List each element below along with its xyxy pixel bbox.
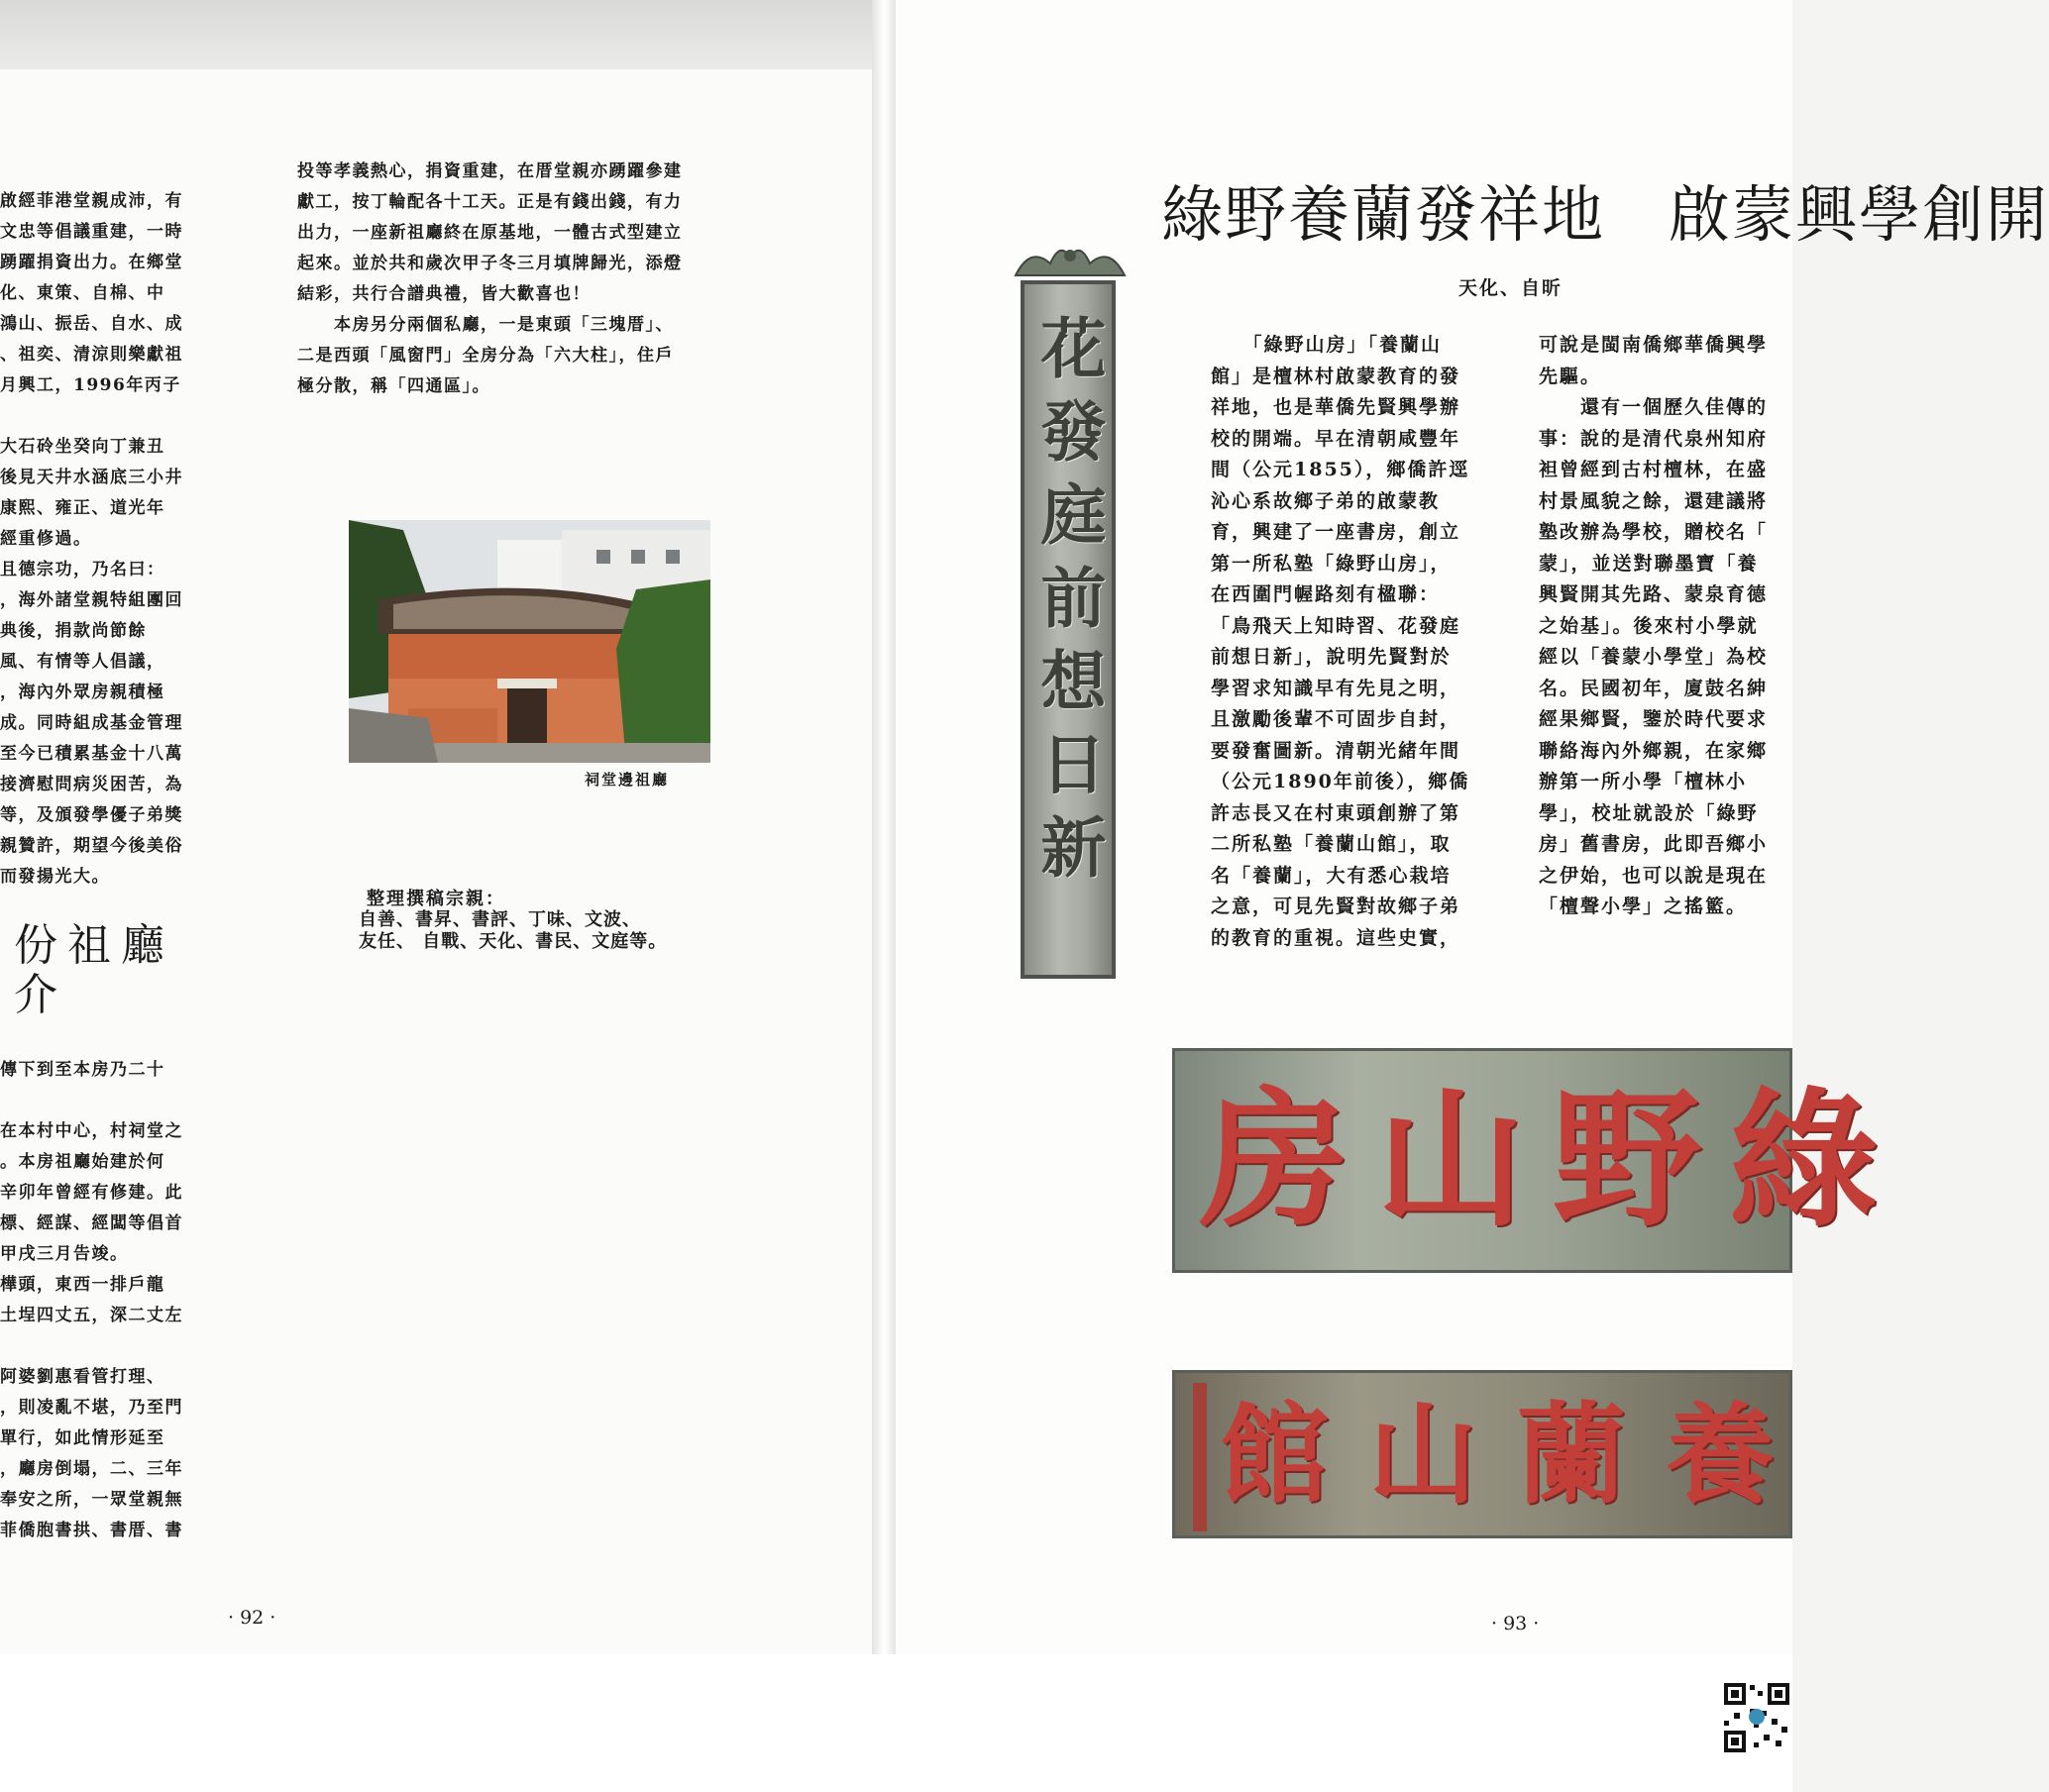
couplet-board-panel bbox=[1021, 280, 1116, 979]
left-col-b-line: 奉安之所，一眾堂親無 bbox=[0, 1490, 183, 1510]
credits-label: 整理撰稿宗親： bbox=[367, 889, 505, 909]
left-col-a-line: 後見天井水涵底三小井 bbox=[0, 468, 183, 487]
left-col-b-line: 辛卯年曾經有修建。此 bbox=[0, 1183, 183, 1203]
right-col-a-line: 前想日新」，說明先賢對於 bbox=[1211, 646, 1452, 668]
right-col-b-line: 之始基」。後來村小學就 bbox=[1539, 614, 1759, 637]
right-col-b-line: 經果鄉賢，鑒於時代要求 bbox=[1539, 708, 1769, 730]
right-col-a-line: 二所私塾「養蘭山館」，取 bbox=[1211, 833, 1452, 855]
left-col-a-line: ，海內外眾房親積極 bbox=[0, 683, 165, 702]
right-col-b-line: 還有一個歷久佳傳的 bbox=[1539, 396, 1769, 418]
right-col-a-line: 「綠野山房」「養蘭山 bbox=[1211, 334, 1443, 356]
mid-col-line: 出力，一座新祖廳終在原基地，一體古式型建立 bbox=[297, 223, 683, 243]
left-col-a-line: 且德宗功，乃名曰： bbox=[0, 560, 165, 580]
right-col-b-line: 事：說的是清代泉州知府 bbox=[1539, 427, 1769, 450]
qr-code-icon bbox=[1720, 1679, 1792, 1758]
mid-col-line: 二是西頭「風窗門」全房分為「六大柱」，住戶 bbox=[297, 346, 674, 366]
left-text-column-upper bbox=[0, 186, 213, 893]
wooden-couplet-board bbox=[1006, 236, 1134, 989]
right-col-b-line: 名。民國初年，廈鼓名紳 bbox=[1539, 677, 1769, 699]
left-col-b-line: 菲僑胞書拱、書厝、書 bbox=[0, 1521, 183, 1540]
right-col-b-line: 塾改辦為學校，贈校名「 bbox=[1539, 521, 1769, 543]
right-col-a-line: 要發奮圖新。清朝光緒年間 bbox=[1211, 739, 1461, 762]
right-col-a-line: 的教育的重視。這些史實， bbox=[1211, 926, 1461, 949]
article-authors: 天化、自昕 bbox=[1458, 277, 1564, 299]
left-col-b-line: ，廳房倒塌，二、三年 bbox=[0, 1459, 183, 1479]
right-col-a-line: 間（公元1855），鄉僑許逕 bbox=[1211, 459, 1470, 480]
left-col-a-line: 風、有情等人倡議， bbox=[0, 652, 165, 672]
right-col-b-line: 經以「養蒙小學堂」為校 bbox=[1539, 646, 1769, 668]
right-col-b-line: 學」，校址就設於「綠野 bbox=[1539, 801, 1759, 824]
mid-col-line: 極分散，稱「四通區」。 bbox=[297, 376, 490, 396]
left-col-a-line: 親贊許，期望今後美俗 bbox=[0, 836, 183, 856]
section-title-ancestral-hall: 份祖廳 介 bbox=[14, 920, 174, 1020]
page-number-left: · 92 · bbox=[228, 1607, 276, 1629]
left-col-a-line: 成。同時組成基金管理 bbox=[0, 713, 183, 733]
right-col-b-line: 蒙」，並送對聯墨寶「養 bbox=[1539, 552, 1759, 575]
right-col-a-line: 祥地，也是華僑先賢興學辦 bbox=[1211, 396, 1461, 418]
right-col-b-line: 之伊始，也可以說是現在 bbox=[1539, 864, 1769, 887]
left-col-a-line bbox=[0, 401, 213, 432]
left-col-b-line: 單行，如此情形延至 bbox=[0, 1428, 165, 1448]
left-col-a-line: ，海外諸堂親特組團回 bbox=[0, 590, 183, 610]
left-col-b-line: 在本村中心，村祠堂之 bbox=[0, 1121, 183, 1141]
left-col-b-line: 土埕四丈五，深二丈左 bbox=[0, 1306, 183, 1325]
right-col-a-line: 且激勵後輩不可固步自封， bbox=[1211, 708, 1461, 730]
mid-col-line: 結彩，共行合譜典禮，皆大歡喜也！ bbox=[297, 284, 591, 304]
article-text-column-2 bbox=[1539, 330, 1792, 923]
left-col-a-line: 至今已積累基金十八萬 bbox=[0, 744, 183, 764]
left-col-b-line: ，則凌亂不堪，乃至門 bbox=[0, 1398, 183, 1418]
left-col-a-line: 接濟慰問病災困苦，為 bbox=[0, 775, 183, 794]
right-col-b-line: 村景風貌之餘，還建議將 bbox=[1539, 489, 1769, 512]
right-col-b-line: 可說是閩南僑鄉華僑興學 bbox=[1539, 334, 1769, 356]
couplet-crest-ornament bbox=[1006, 236, 1134, 285]
right-col-b-line: 房」舊書房，此即吾鄉小 bbox=[1539, 833, 1769, 855]
right-col-b-line: 聯絡海內外鄉親，在家鄉 bbox=[1539, 739, 1769, 762]
left-col-a-line: 化、東策、自棉、中 bbox=[0, 283, 165, 303]
right-col-a-line: 名「養蘭」，大有悉心栽培 bbox=[1211, 864, 1452, 887]
book-gutter bbox=[872, 0, 896, 1664]
left-col-a-line: 鴻山、振岳、自水、成 bbox=[0, 314, 183, 334]
right-col-a-line: 育，興建了一座書房，創立 bbox=[1211, 521, 1461, 543]
right-col-b-line: 「檀聲小學」之搖籃。 bbox=[1539, 896, 1748, 917]
left-col-a-line: 經重修過。 bbox=[0, 529, 92, 549]
left-col-b-line: 標、經謀、經闆等倡首 bbox=[0, 1213, 183, 1233]
plaque-lvye-shanfang-text: 房山野綠 bbox=[1200, 1073, 1906, 1247]
right-col-a-line: 在西圍門幄路刻有楹聯： bbox=[1211, 583, 1441, 605]
left-text-column-lower bbox=[0, 1055, 213, 1546]
left-col-b-line: 。本房祖廳始建於何 bbox=[0, 1152, 165, 1172]
right-col-a-line: 館」是檀林村啟蒙教育的發 bbox=[1211, 365, 1461, 387]
plaque-seal-mark bbox=[1193, 1383, 1207, 1531]
left-col-b-line bbox=[0, 1331, 213, 1362]
page-number-right: · 93 · bbox=[1491, 1613, 1540, 1634]
left-col-b-line: 樺頭，東西一排戶龍 bbox=[0, 1275, 165, 1295]
right-col-a-line: 第一所私塾「綠野山房」， bbox=[1211, 552, 1452, 575]
left-col-a-line: 而發揚光大。 bbox=[0, 867, 110, 887]
article-text-column-1 bbox=[1211, 330, 1498, 954]
mid-col-line: 投等孝義熱心，捐資重建，在厝堂親亦踴躍參建 bbox=[297, 161, 683, 181]
right-col-b-line: 辦第一所小學「檀林小 bbox=[1539, 771, 1748, 792]
right-col-a-line: 許志長又在村東頭創辦了第 bbox=[1211, 801, 1461, 824]
right-col-a-line: 學習求知識早有先見之明， bbox=[1211, 677, 1461, 699]
ancestral-hall-photo bbox=[349, 520, 710, 763]
plaque-lvye-shanfang bbox=[1172, 1048, 1906, 1273]
left-col-b-line: 甲戌三月告竣。 bbox=[0, 1244, 129, 1264]
right-col-a-line: （公元1890年前後），鄉僑 bbox=[1211, 771, 1470, 792]
photo-caption: 祠堂邊祖廳 bbox=[585, 771, 670, 789]
mid-col-line: 本房另分兩個私廳，一是東頭「三塊厝」、 bbox=[297, 315, 674, 335]
left-col-b-line: 阿婆劉惠看管打理、 bbox=[0, 1367, 165, 1387]
mid-col-line: 獻工，按丁輪配各十工天。正是有錢出錢，有力 bbox=[297, 192, 683, 212]
left-col-a-line: 大石砱坐癸向丁兼丑 bbox=[0, 437, 165, 457]
left-col-a-line: 文忠等倡議重建，一時 bbox=[0, 222, 183, 242]
right-col-b-line: 興賢開其先路、蒙泉育德 bbox=[1539, 583, 1769, 605]
left-col-a-line: 、祖奕、清涼則樂獻祖 bbox=[0, 345, 183, 365]
middle-text-column bbox=[297, 157, 763, 402]
plaque-yanglan-shanguan bbox=[1172, 1370, 1814, 1538]
couplet-inscription: 花發庭前想日新 bbox=[1029, 314, 1107, 896]
left-col-a-line: 康熙、雍正、道光年 bbox=[0, 498, 165, 518]
left-col-a-line: 踴躍捐資出力。在鄉堂 bbox=[0, 253, 183, 272]
left-col-b-line: 傳下到至本房乃二十 bbox=[0, 1060, 165, 1080]
right-col-b-line: 先驅。 bbox=[1539, 365, 1602, 387]
right-col-b-line: 袒曾經到古村檀林，在盛 bbox=[1539, 459, 1769, 480]
scan-bottom-margin bbox=[0, 1654, 1792, 1792]
left-col-a-line: 典後，捐款尚節餘 bbox=[0, 621, 147, 641]
right-col-a-line: 沁心系故鄉子弟的啟蒙教 bbox=[1211, 489, 1441, 512]
right-col-a-line: 校的開端。早在清朝咸豐年 bbox=[1211, 427, 1461, 450]
left-col-a-line: 啟經菲港堂親成沛，有 bbox=[0, 191, 183, 211]
left-col-a-line: 月興工，1996年丙子 bbox=[0, 375, 181, 395]
plaque-yanglan-shanguan-text: 館山蘭養 bbox=[1220, 1391, 1814, 1519]
right-col-a-line: 之意，可見先賢對故鄉子弟 bbox=[1211, 896, 1461, 917]
mid-col-line: 起來。並於共和歲次甲子冬三月填牌歸光，添燈 bbox=[297, 254, 683, 273]
right-col-a-line: 「鳥飛天上知時習、花發庭 bbox=[1211, 614, 1461, 637]
credits-names: 自善、書昇、書評、丁味、文波、 友任、 自戰、天化、書民、文庭等。 bbox=[359, 909, 668, 952]
article-title: 綠野養蘭發祥地 啟蒙興學創開 bbox=[1161, 178, 2049, 251]
left-col-b-line bbox=[0, 1086, 213, 1116]
left-col-a-line: 等，及頒發學優子弟獎 bbox=[0, 805, 183, 825]
